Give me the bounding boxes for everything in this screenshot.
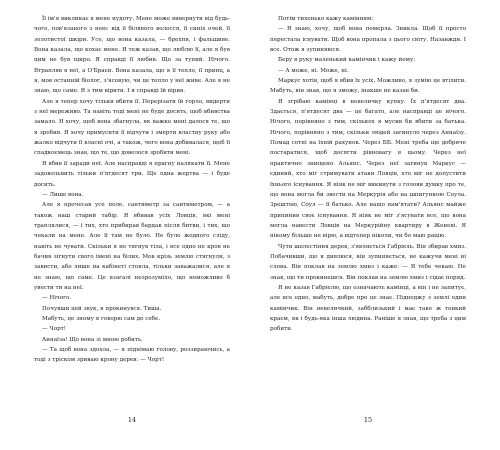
paragraph: Її ім'я викликає в мене нудоту. Мене може вивернути від будь-чого, пов'язаного з нею: від її білявого волосся, її синіх очей, її золотистої шкіри. Усе, що вона казала, — брехня, і фальшиве. Вона казала, що кохає мене. Я теж казав, що люблю її, але я був цим не був щиро. Я справді її любив. Що за тупий. Нічого. Втрапляв в неї, а О'Браєн. Вона казала, що я її тепло, її принц, а я, мов останній біолог, з'ясовую, чи це тепло у неї живе. Але я не знаю, що саме. Я з тим вірити. І я справді їй вірив. — [34, 16, 230, 95]
paragraph: — Та щоб вона здохла, — я піднімаю голову, роззираючись, а тоді з тріском зриваю крону дерев: — Чорт! — [34, 347, 230, 364]
right-page — [250, 0, 500, 450]
paragraph: Мабуть, це зному я говорю сам до себе. — [42, 315, 161, 322]
paragraph: Беру в руку маленький камінчик і кажу йому: — [278, 57, 416, 64]
paragraph: Але я тепер хочу тільки вбити її. Перерізати їй горло, видерти з неї мереживо. Та навіть тоді мені не буде досить, щоб вбивства замало. Я хочу, щоб вона збагнула, як важко мені далося те, що я зробив. Я хочу примусити її відчути і змерти властну руку або жалко відчути її власні очі, а також, чого вона добивалася, щоб її спадкоємець знав, що те, що довелося зробити мені. — [34, 98, 230, 157]
page-number: 15 — [363, 416, 373, 424]
paragraph: — А може, ні. Може, ні. — [278, 67, 349, 74]
paragraph: Але я прочесав усе поле, сантиметр за сантиметром, — а також наш старий табір. Я вбивав усіх Ловців, які мені траплялися, — і тих, хто прибирав бардак після битви, і тих, що чекали на мене. Але її там не було. Не було жодного сліду, навіть не чувати. Скільки я не тягнув тіла, і все одно не кров не бачив зігнути свого імені на білих. Мов крізь землю стягнули, з зависти, або лише на кабінеті стояла, тільки заважалися, але я не знаю, що саме. Це взагалі незрозуміло, що неможливо б увести ти на неї. — [34, 202, 230, 291]
paragraph: — Чорт! — [42, 326, 66, 333]
paragraph: Я згрібаю камінці в невеличку купку. Їх п'ятдесят два. Здається, п'ятдесят два — це багато, але насправді це нічого. Нічого, порівняно з тим, скількох я мусив би вбити за батька. Нічого, порівняно з тим, скільки людей загинуло через Аннаїзу. Помад сотні на їхній рахунок. Через ББ. Мені треба ще добряче постаратися, щоб досягти рівновагу в цьому. Через неї практично знищено Альянс. Через неї загинув Маркус — єдиний, хто міг стримувати атаки Ловців, хто міг не допустити їхнього існування. Я ніяк не міг викинути з голови думку про те, що вона могла би звести на Меркурія або на шпигункою Соула. Зрештою, Соул — її батько. Але нащо пам'ятати? Альянс майже припинив своє існування. Я ніяк не міг з'ясувати все, що вона могла навести Ловців на Меркурійну квартиру в Женеві. Я нікому більше не вірю, а відтепер ніколи, чи бо маю рацію. — [270, 98, 466, 240]
left-page-text — [34, 14, 230, 366]
right-page-text — [270, 14, 466, 335]
paragraph: Я не казав Габріелю, що означають камінці, а він і не запитує, але все одно, мабуть, добре про це знає. Підноджу з землі один камінчик. Він невеличкий, забблизький і має таке ж тонкий краєм, як і будь-яка інша людина. Раніше я знав, що треба з цим робити. — [270, 284, 466, 333]
paragraph: — Я знаю, хочу, щоб вона померла. Зникла. Щоб її просто перестала існувати. Щоб вона пропала з цього світу. Назавжди. І все. Отож я зупиняюся. — [270, 26, 466, 54]
paragraph: Я вбив її заради неї. Але насправді я прагну налякати її. Мене задовольнить тільки п'ятдесят три. Ще одна жертва — і буде досить. — [34, 160, 230, 188]
paragraph: Маркус хотів, щоб я вбив їх усіх. Можливо, я зумію це втілити. Мабуть, він знав, що я зможу, інакше не казав би. — [270, 78, 466, 95]
paragraph: Почувши цей звук, я прокинувся. Тиша. — [42, 305, 162, 312]
paragraph: Аннаїза! Що вона зі мною робить. — [42, 336, 143, 343]
paragraph: — Нічого. — [42, 295, 72, 302]
page-number: 14 — [127, 416, 137, 424]
paragraph: Потім тихенько кажу камінням: — [278, 16, 374, 22]
paragraph: — Лише вона. — [42, 191, 84, 198]
paragraph: Чути шелестіння дерев, з'являється Габріель. Він збирав хмиз. Побачивши, що я дивлюся, він зупиняється, не кажучи мені ні слова. Він поклав на землю хмиз і каже: — Я тебе чекаю. Не знав, що ти прокинешся. Він поклав на землю хмиз і сідає поряд. — [270, 243, 466, 281]
